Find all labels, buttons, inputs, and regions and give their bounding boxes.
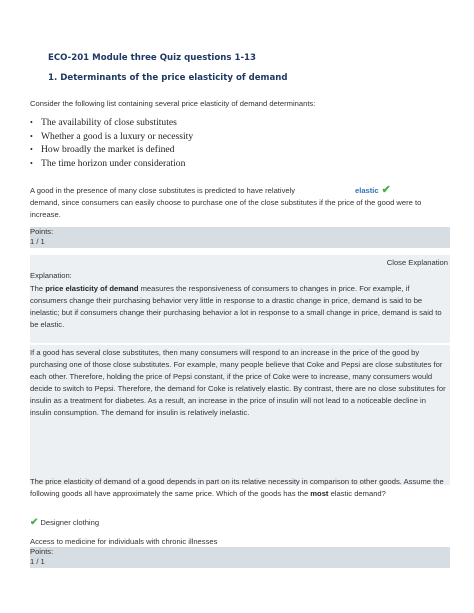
bullet-icon: • bbox=[30, 158, 33, 168]
checkmark-icon: ✔ bbox=[30, 517, 39, 528]
selected-answer bbox=[355, 183, 391, 196]
points-box bbox=[30, 547, 450, 568]
checkmark-icon: ✔ bbox=[381, 184, 391, 196]
explanation-panel bbox=[30, 255, 450, 485]
option-other[interactable]: Access to medicine for individuals with chronic illnesses bbox=[30, 537, 218, 546]
list-item: • The time horizon under consideration bbox=[30, 157, 186, 169]
points-value: 1 / 1 bbox=[30, 236, 45, 246]
question-1-statement-line1: A good in the presence of many close substitutes is predicted to have relatively bbox=[30, 186, 296, 195]
bullet-icon: • bbox=[30, 118, 33, 127]
divider bbox=[30, 343, 450, 345]
determinants-list bbox=[30, 116, 193, 170]
list-item: • How broadly the market is defined bbox=[30, 144, 175, 155]
points-value: 1 / 1 bbox=[30, 556, 45, 566]
answer-text: elastic bbox=[355, 186, 379, 195]
question-1-intro: Consider the following list containing several price elasticity of demand determinants: bbox=[30, 99, 316, 108]
document-title: ECO-201 Module three Quiz questions 1-13 bbox=[48, 53, 257, 63]
question-2-text: The price elasticity of demand of a good depends in part on its relative necessity in comparison to other goods. Assume the following goods all have approximately the same price. Which of the goods has the most elastic demand? bbox=[30, 477, 444, 498]
option-selected[interactable]: ✔ Designer clothing bbox=[30, 517, 100, 528]
emphasis: most bbox=[310, 489, 329, 498]
explanation-label: Explanation: bbox=[30, 271, 72, 280]
points-box bbox=[30, 227, 450, 248]
bullet-icon: • bbox=[30, 131, 33, 141]
bullet-icon: • bbox=[30, 145, 33, 154]
explanation-paragraph-2: If a good has several close substitutes, then many consumers will respond to an increase in the price of the good by purchasing one of those close substitutes. For example, many people believe that Coke and Pepsi are close substitutes for each other. Therefore, holding the price of Pepsi constant, if the price of Coke were to increase, many consumers would decide to switch to Pepsi. Therefore, the demand for Coke is relatively elastic. By contrast, there are no close substitutes for insulin as a treatment for diabetes. As a result, an increase in the price of insulin will not lead to a noticeable decline in insulin consumption. The demand for insulin is relatively inelastic. bbox=[30, 348, 446, 417]
points-label: Points: bbox=[30, 547, 54, 556]
list-item: • The availability of close substitutes bbox=[30, 117, 177, 128]
explanation-paragraph-1: The price elasticity of demand measures the responsiveness of consumers to changes in price. For example, if consumers change their purchasing behavior very little in response to a drastic change in price, demand is said to be inelastic; but if consumers change their purchasing behavior a lot in response to a small change in price, demand is said to be elastic. bbox=[30, 284, 442, 329]
question-1-heading: 1. Determinants of the price elasticity of demand bbox=[48, 73, 288, 83]
question-1-statement-line2: demand, since consumers can easily choose to purchase one of the close substitutes if the price of the good were to increase. bbox=[30, 198, 422, 219]
key-term: price elasticity of demand bbox=[45, 284, 139, 293]
close-explanation-button[interactable]: Close Explanation bbox=[386, 258, 448, 267]
points-label: Points: bbox=[30, 227, 54, 236]
list-item: • Whether a good is a luxury or necessity bbox=[30, 130, 194, 142]
